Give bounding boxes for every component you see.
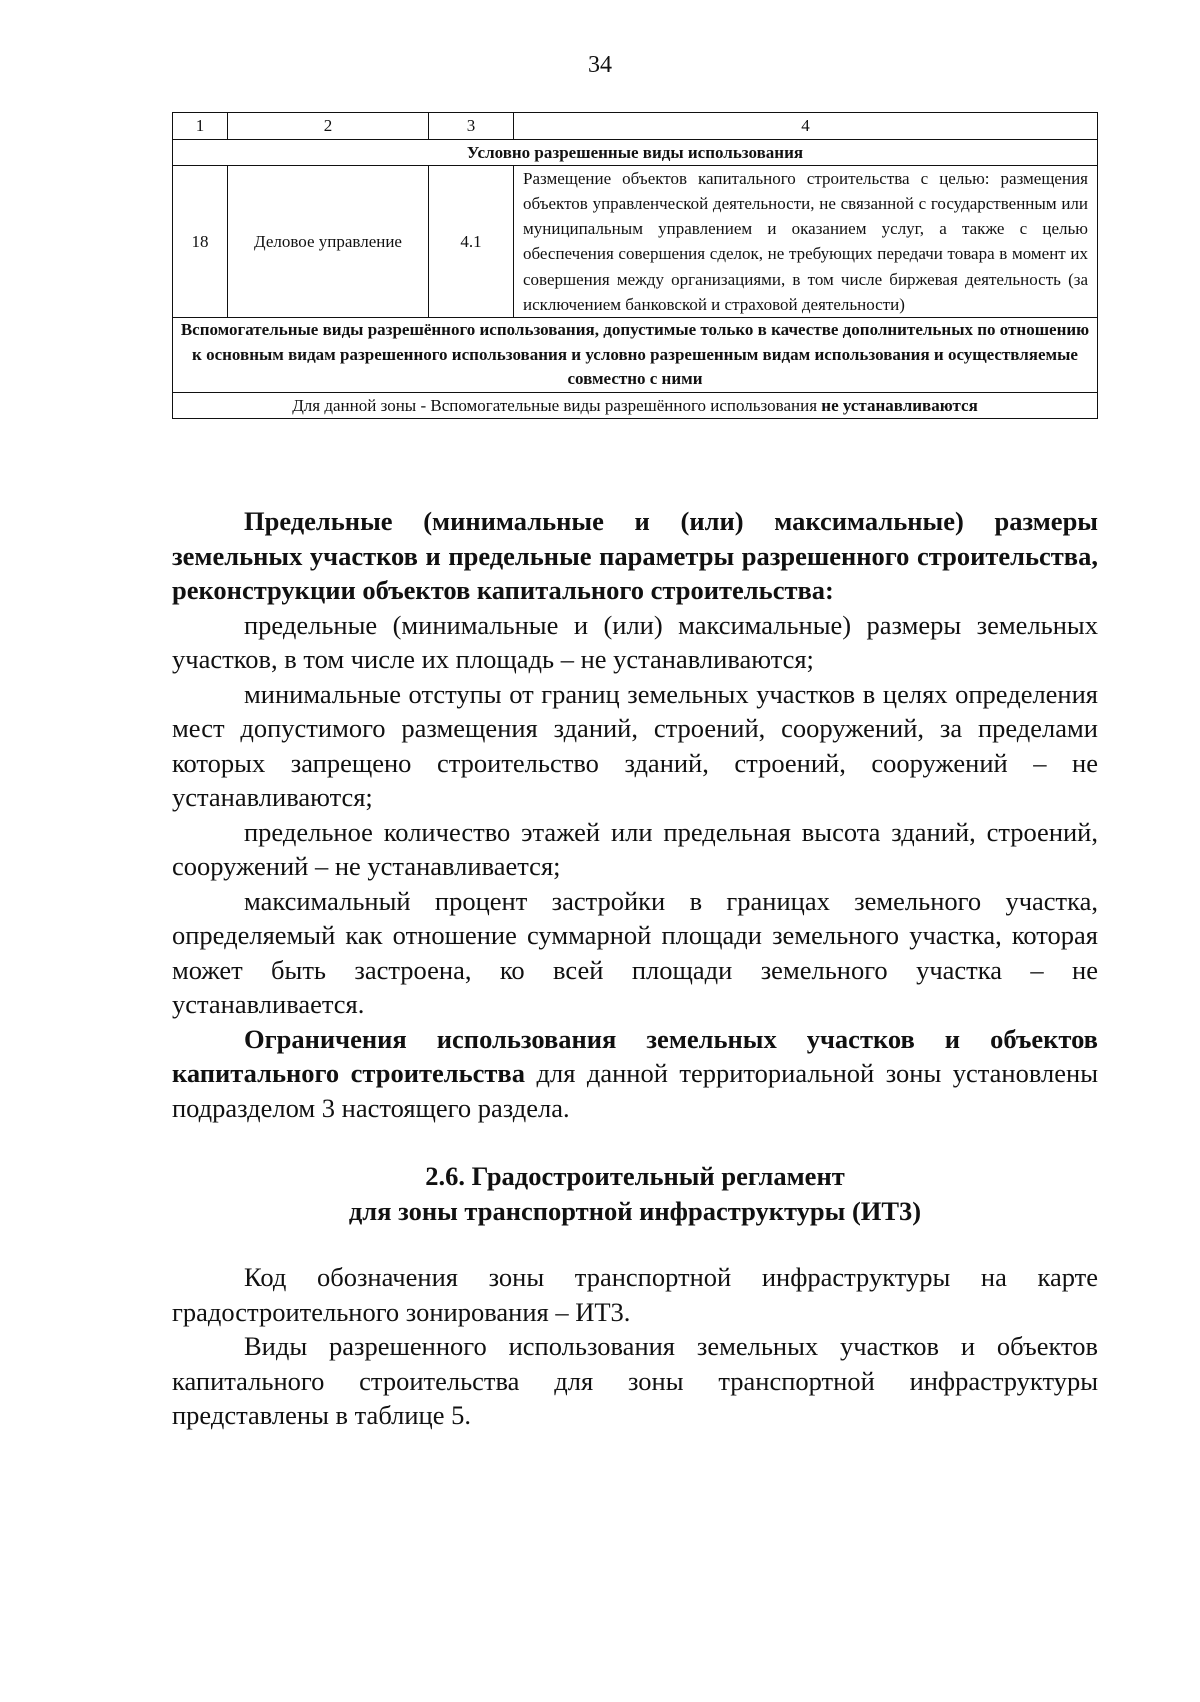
- paragraph-floors: предельное количество этажей или предельная высота зданий, строений, сооружений – не устанавливается;: [172, 816, 1098, 881]
- paragraph-setbacks: минимальные отступы от границ земельных участков в целях определения мест допустимого размещения зданий, строений, сооружений, за пределами которых запрещено строительство зданий, строений, сооружений – не устанавливаются;: [172, 678, 1098, 812]
- section-title-line1: 2.6. Градостроительный регламент: [425, 1161, 845, 1191]
- section-title-line2: для зоны транспортной инфраструктуры (ИТ3): [348, 1195, 922, 1226]
- auxiliary-note-bold: не устанавливаются: [821, 395, 978, 415]
- limits-heading: Предельные (минимальные и (или) максимальные) размеры земельных участков и предельные параметры разрешенного строительства, реконструкции объектов капитального строительства:: [172, 506, 1098, 605]
- table-section-row: [173, 139, 1098, 166]
- table-row: [173, 166, 1098, 318]
- table-header-cell: 1: [173, 113, 228, 140]
- paragraph-restrictions: [172, 1022, 1098, 1126]
- restrictions-bold: Ограничения использования земельных участков и объектов капитального строительства: [172, 1023, 1098, 1088]
- paragraph-table-reference: Виды разрешенного использования земельных участков и объектов капитального строительства для зоны транспортной инфраструктуры представлены в таблице 5.: [172, 1331, 1098, 1430]
- page-number: 34: [588, 52, 612, 78]
- table-note-row: [173, 392, 1098, 419]
- paragraph-plot-sizes: предельные (минимальные и (или) максимальные) размеры земельных участков, в том числе их площадь – не устанавливаются;: [172, 609, 1098, 674]
- document-body: [172, 504, 1098, 1433]
- section-conditional-title: Условно разрешенные виды использования: [173, 139, 1098, 166]
- table-header-row: [173, 113, 1098, 140]
- table-header-cell: 2: [228, 113, 429, 140]
- restrictions-rest: для данной территориальной зоны установлены подразделом 3 настоящего раздела.: [172, 1058, 1098, 1123]
- section-title: [172, 1159, 1098, 1228]
- table-header-cell: 4: [514, 113, 1098, 140]
- table-section-row: [173, 317, 1098, 392]
- auxiliary-note-text: Для данной зоны - Вспомогательные виды разрешённого использования: [292, 395, 822, 415]
- land-use-table: [172, 112, 1098, 419]
- row-use-code: 4.1: [429, 166, 514, 318]
- row-number: 18: [173, 166, 228, 318]
- section-auxiliary-title: Вспомогательные виды разрешённого использования, допустимые только в качестве дополнительных по отношению к основным видам разрешенного использования и условно разрешенным видам использования и осуществляемые совместно с ними: [173, 317, 1098, 392]
- paragraph-coverage: максимальный процент застройки в границах земельного участка, определяемый как отношение суммарной площади земельного участка, которая может быть застроена, ко всей площади земельного участка – не устанавливается.: [172, 885, 1098, 1019]
- paragraph-zone-code: Код обозначения зоны транспортной инфраструктуры на карте градостроительного зонирования – ИТ3.: [172, 1262, 1098, 1327]
- auxiliary-note: [173, 392, 1098, 419]
- table-header-cell: 3: [429, 113, 514, 140]
- row-use-description: Размещение объектов капитального строительства с целью: размещения объектов управленческой деятельности, не связанной с государственным или муниципальным управлением и оказанием услуг, а также с целью обеспечения совершения сделок, не требующих передачи товара в момент их совершения между организациями, в том числе биржевая деятельность (за исключением банковской и страховой деятельности): [514, 166, 1098, 318]
- row-use-name: Деловое управление: [228, 166, 429, 318]
